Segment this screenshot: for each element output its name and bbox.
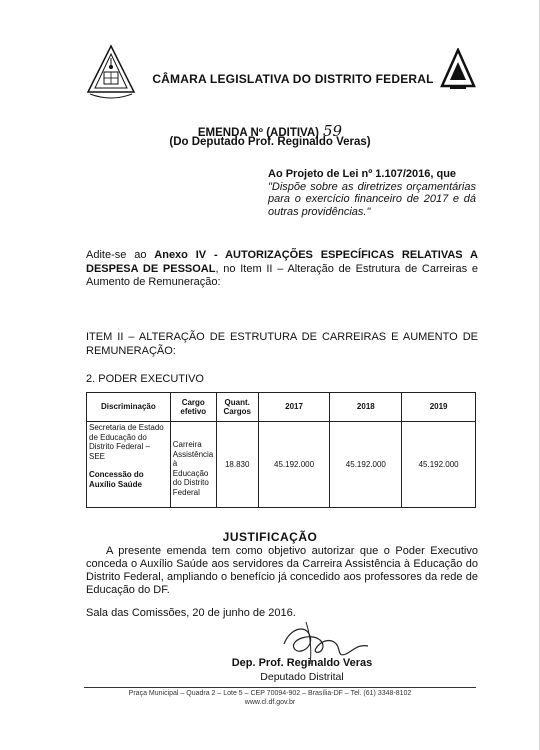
emenda-author: (Do Deputado Prof. Reginaldo Veras) — [169, 136, 371, 148]
adite-paragraph — [86, 249, 478, 290]
projeto-reference — [268, 168, 476, 218]
cldf-emblem-logo — [440, 48, 476, 92]
signer-role: Deputado Distrital — [260, 671, 344, 683]
value-2018-cell: 45.192.000 — [330, 422, 402, 508]
adite-annex-title: Anexo IV - AUTORIZAÇÕES ESPECÍFICAS RELATIVAS A DESPESA DE PESSOAL — [86, 249, 478, 275]
table-header: Quant. Cargos — [216, 393, 258, 422]
institution-title: CÂMARA LEGISLATIVA DO DISTRITO FEDERAL — [152, 72, 434, 86]
footer-divider — [84, 687, 476, 688]
discriminacao-text: Secretaria de Estado de Educação do Distrito Federal – SEE — [89, 423, 164, 461]
signer-name: Dep. Prof. Reginaldo Veras — [231, 657, 373, 669]
cldf-crest-logo — [84, 44, 138, 104]
emenda-number: 59 — [323, 122, 343, 140]
value-2019-cell: 45.192.000 — [402, 422, 476, 508]
adite-prefix: Adite-se ao — [86, 249, 155, 261]
adite-suffix: , no Item II – Alteração de Estrutura de Carreiras e Aumento de Remuneração: — [86, 262, 479, 288]
footer-address: Praça Municipal – Quadra 2 – Lote 5 – CEP 70094-902 – Brasília-DF – Tel. (61) 3348-8102 — [128, 690, 412, 697]
justificacao-text: A presente emenda tem como objetivo autorizar que o Poder Executivo conceda o Auxílio Saúde aos servidores da Carreira Assistência à Educação do Distrito Federal, ampliando o benefício já concedido aos professores da rede de Educação do DF. — [86, 545, 478, 596]
table-header: 2018 — [330, 393, 402, 422]
cargo-text: Carreira Assistência à Educação do Distrito Federal — [172, 440, 214, 497]
poder-executivo-label: 2. PODER EXECUTIVO — [86, 373, 204, 385]
item-title: ITEM II – ALTERAÇÃO DE ESTRUTURA DE CARREIRAS E AUMENTO DE REMUNERAÇÃO: — [86, 331, 478, 357]
table-header: 2019 — [402, 393, 476, 422]
table-header: 2017 — [258, 393, 330, 422]
discriminacao-cell — [87, 422, 171, 508]
emenda-prefix: EMENDA Nº (ADITIVA) — [197, 127, 319, 139]
table-header-row — [87, 393, 476, 422]
projeto-line: Ao Projeto de Lei nº 1.107/2016, que — [268, 168, 457, 180]
table-header: Discriminação — [87, 393, 171, 422]
footer-website: www.cl.df.gov.br — [244, 699, 296, 706]
table-row — [87, 422, 476, 508]
projeto-ementa: "Dispõe sobre as diretrizes orçamentárias para o exercício financeiro de 2017 e dá outras providências." — [268, 180, 476, 218]
emenda-table — [86, 392, 476, 508]
justificacao-title: JUSTIFICAÇÃO — [222, 530, 318, 544]
table-header: Cargo efetivo — [170, 393, 216, 422]
discriminacao-concessao: Concessão do Auxílio Saúde — [89, 470, 144, 489]
cargo-cell — [170, 422, 216, 508]
value-2017-cell: 45.192.000 — [258, 422, 330, 508]
sala-date: Sala das Comissões, 20 de junho de 2016. — [86, 607, 296, 619]
quant-cell: 18.830 — [216, 422, 258, 508]
